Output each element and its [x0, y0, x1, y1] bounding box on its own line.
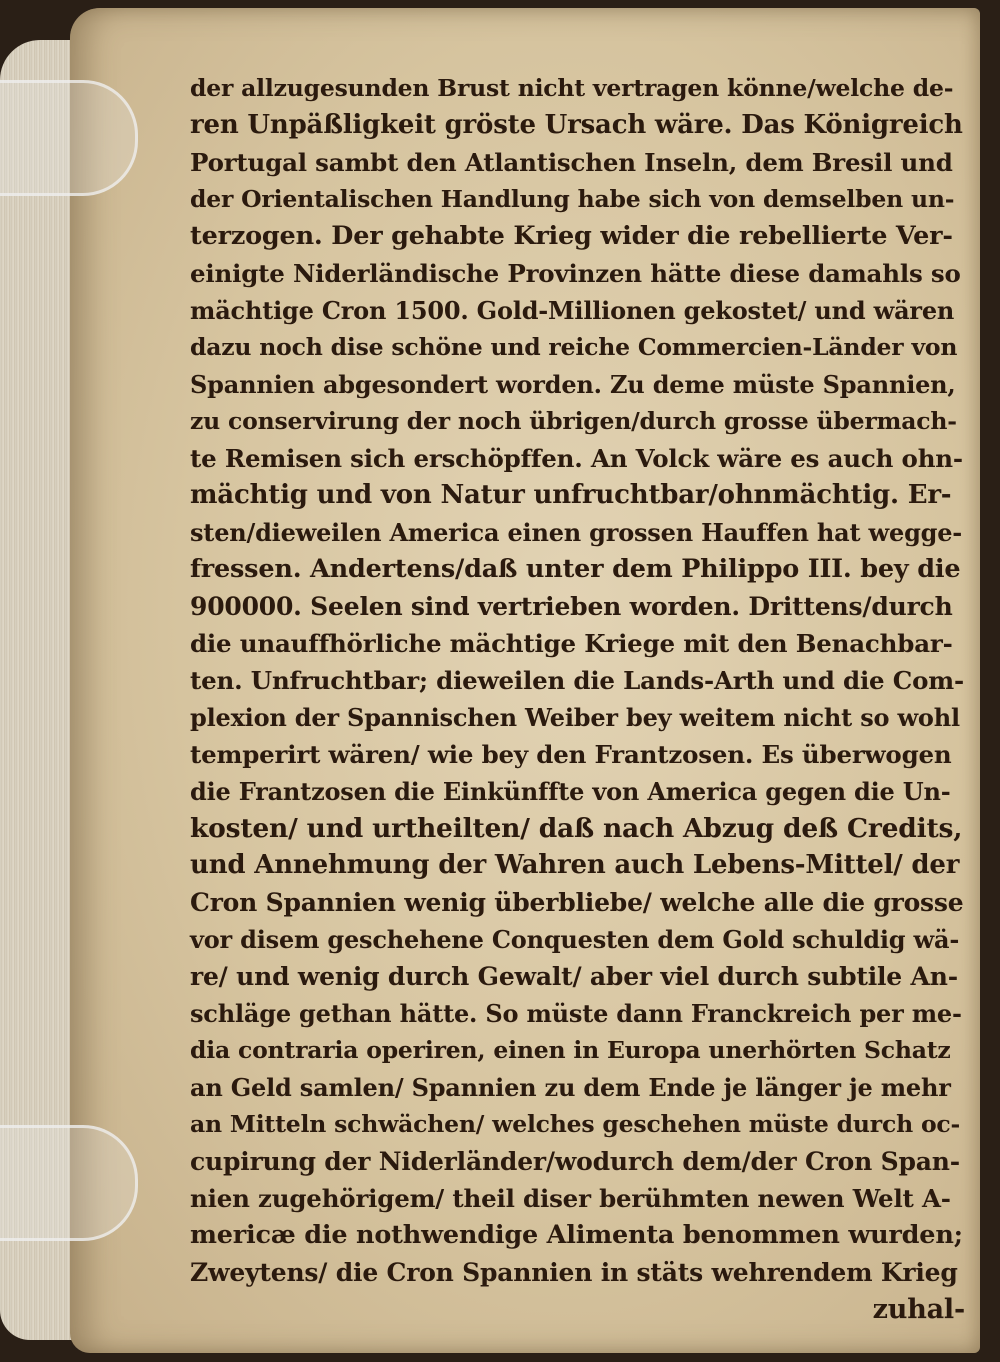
text-line: zu conservirung der noch übrigen/durch grosse übermach- [190, 407, 957, 435]
text-line: an Geld samlen/ Spannien zu dem Ende je länger je mehr [190, 1073, 951, 1102]
text-line: einigte Niderländische Provinzen hätte diese damahls so [190, 259, 961, 288]
text-line: temperirt wären/ wie bey den Frantzosen. Es überwogen [190, 740, 952, 769]
page-clip-bottom [0, 1125, 138, 1241]
text-line: re/ und wenig durch Gewalt/ aber viel durch subtile An- [190, 962, 958, 991]
text-line: mächtige Cron 1500. Gold-Millionen gekostet/ und wären [190, 296, 955, 325]
text-line: Cron Spannien wenig überbliebe/ welche alle die grosse [190, 888, 964, 917]
text-line: schläge gethan hätte. So müste dann Franckreich per me- [190, 999, 962, 1028]
page-clip-top [0, 80, 138, 196]
text-line: Spannien abgesondert worden. Zu deme müste Spannien, [190, 370, 956, 399]
text-line: terzogen. Der gehabte Krieg wider die rebellierte Ver- [190, 221, 953, 251]
text-line: an Mitteln schwächen/ welches geschehen müste durch oc- [190, 1110, 961, 1138]
text-line: cupirung der Niderländer/wodurch dem/der Cron Span- [190, 1147, 960, 1176]
text-line: te Remisen sich erschöpffen. An Volck wäre es auch ohn- [190, 444, 963, 473]
text-line: kosten/ und urtheilten/ daß nach Abzug deß Credits, [190, 813, 963, 844]
text-line: ren Unpäßligkeit gröste Ursach wäre. Das Königreich [190, 110, 963, 140]
text-line: vor disem geschehene Conquesten dem Gold schuldig wä- [190, 925, 960, 954]
text-line: der Orientalischen Handlung habe sich von demselben un- [190, 185, 955, 213]
text-line: plexion der Spannischen Weiber bey weitem nicht so wohl [190, 703, 960, 732]
catchword: zuhal- [872, 1294, 965, 1325]
text-line: ten. Unfruchtbar; dieweilen die Lands-Arth und die Com- [190, 666, 964, 695]
text-line: sten/dieweilen America einen grossen Hauffen hat wegge- [190, 518, 963, 547]
text-line: Zweytens/ die Cron Spannien in stäts wehrendem Krieg [190, 1258, 958, 1287]
text-line: die Frantzosen die Einkünffte von America gegen die Un- [190, 777, 951, 806]
text-line: dia contraria operiren, einen in Europa unerhörten Schatz [190, 1036, 951, 1064]
text-line: nien zugehörigem/ theil diser berühmten newen Welt A- [190, 1184, 951, 1213]
text-line: die unauffhörliche mächtige Kriege mit den Benachbar- [190, 629, 953, 658]
page-text [190, 70, 965, 1328]
text-line: dazu noch dise schöne und reiche Commercien-Länder von [190, 333, 958, 361]
text-line: fressen. Andertens/daß unter dem Philippo III. bey die [190, 554, 961, 584]
text-line: Portugal sambt den Atlantischen Inseln, dem Bresil und [190, 148, 953, 177]
text-line: mächtig und von Natur unfruchtbar/ohnmächtig. Er- [190, 480, 952, 510]
text-line: 900000. Seelen sind vertrieben worden. Drittens/durch [190, 592, 953, 621]
text-line: mericæ die nothwendige Alimenta benommen wurden; [190, 1220, 963, 1250]
text-line: und Annehmung der Wahren auch Lebens-Mittel/ der [190, 850, 960, 880]
text-line: der allzugesunden Brust nicht vertragen könne/welche de- [190, 74, 954, 102]
